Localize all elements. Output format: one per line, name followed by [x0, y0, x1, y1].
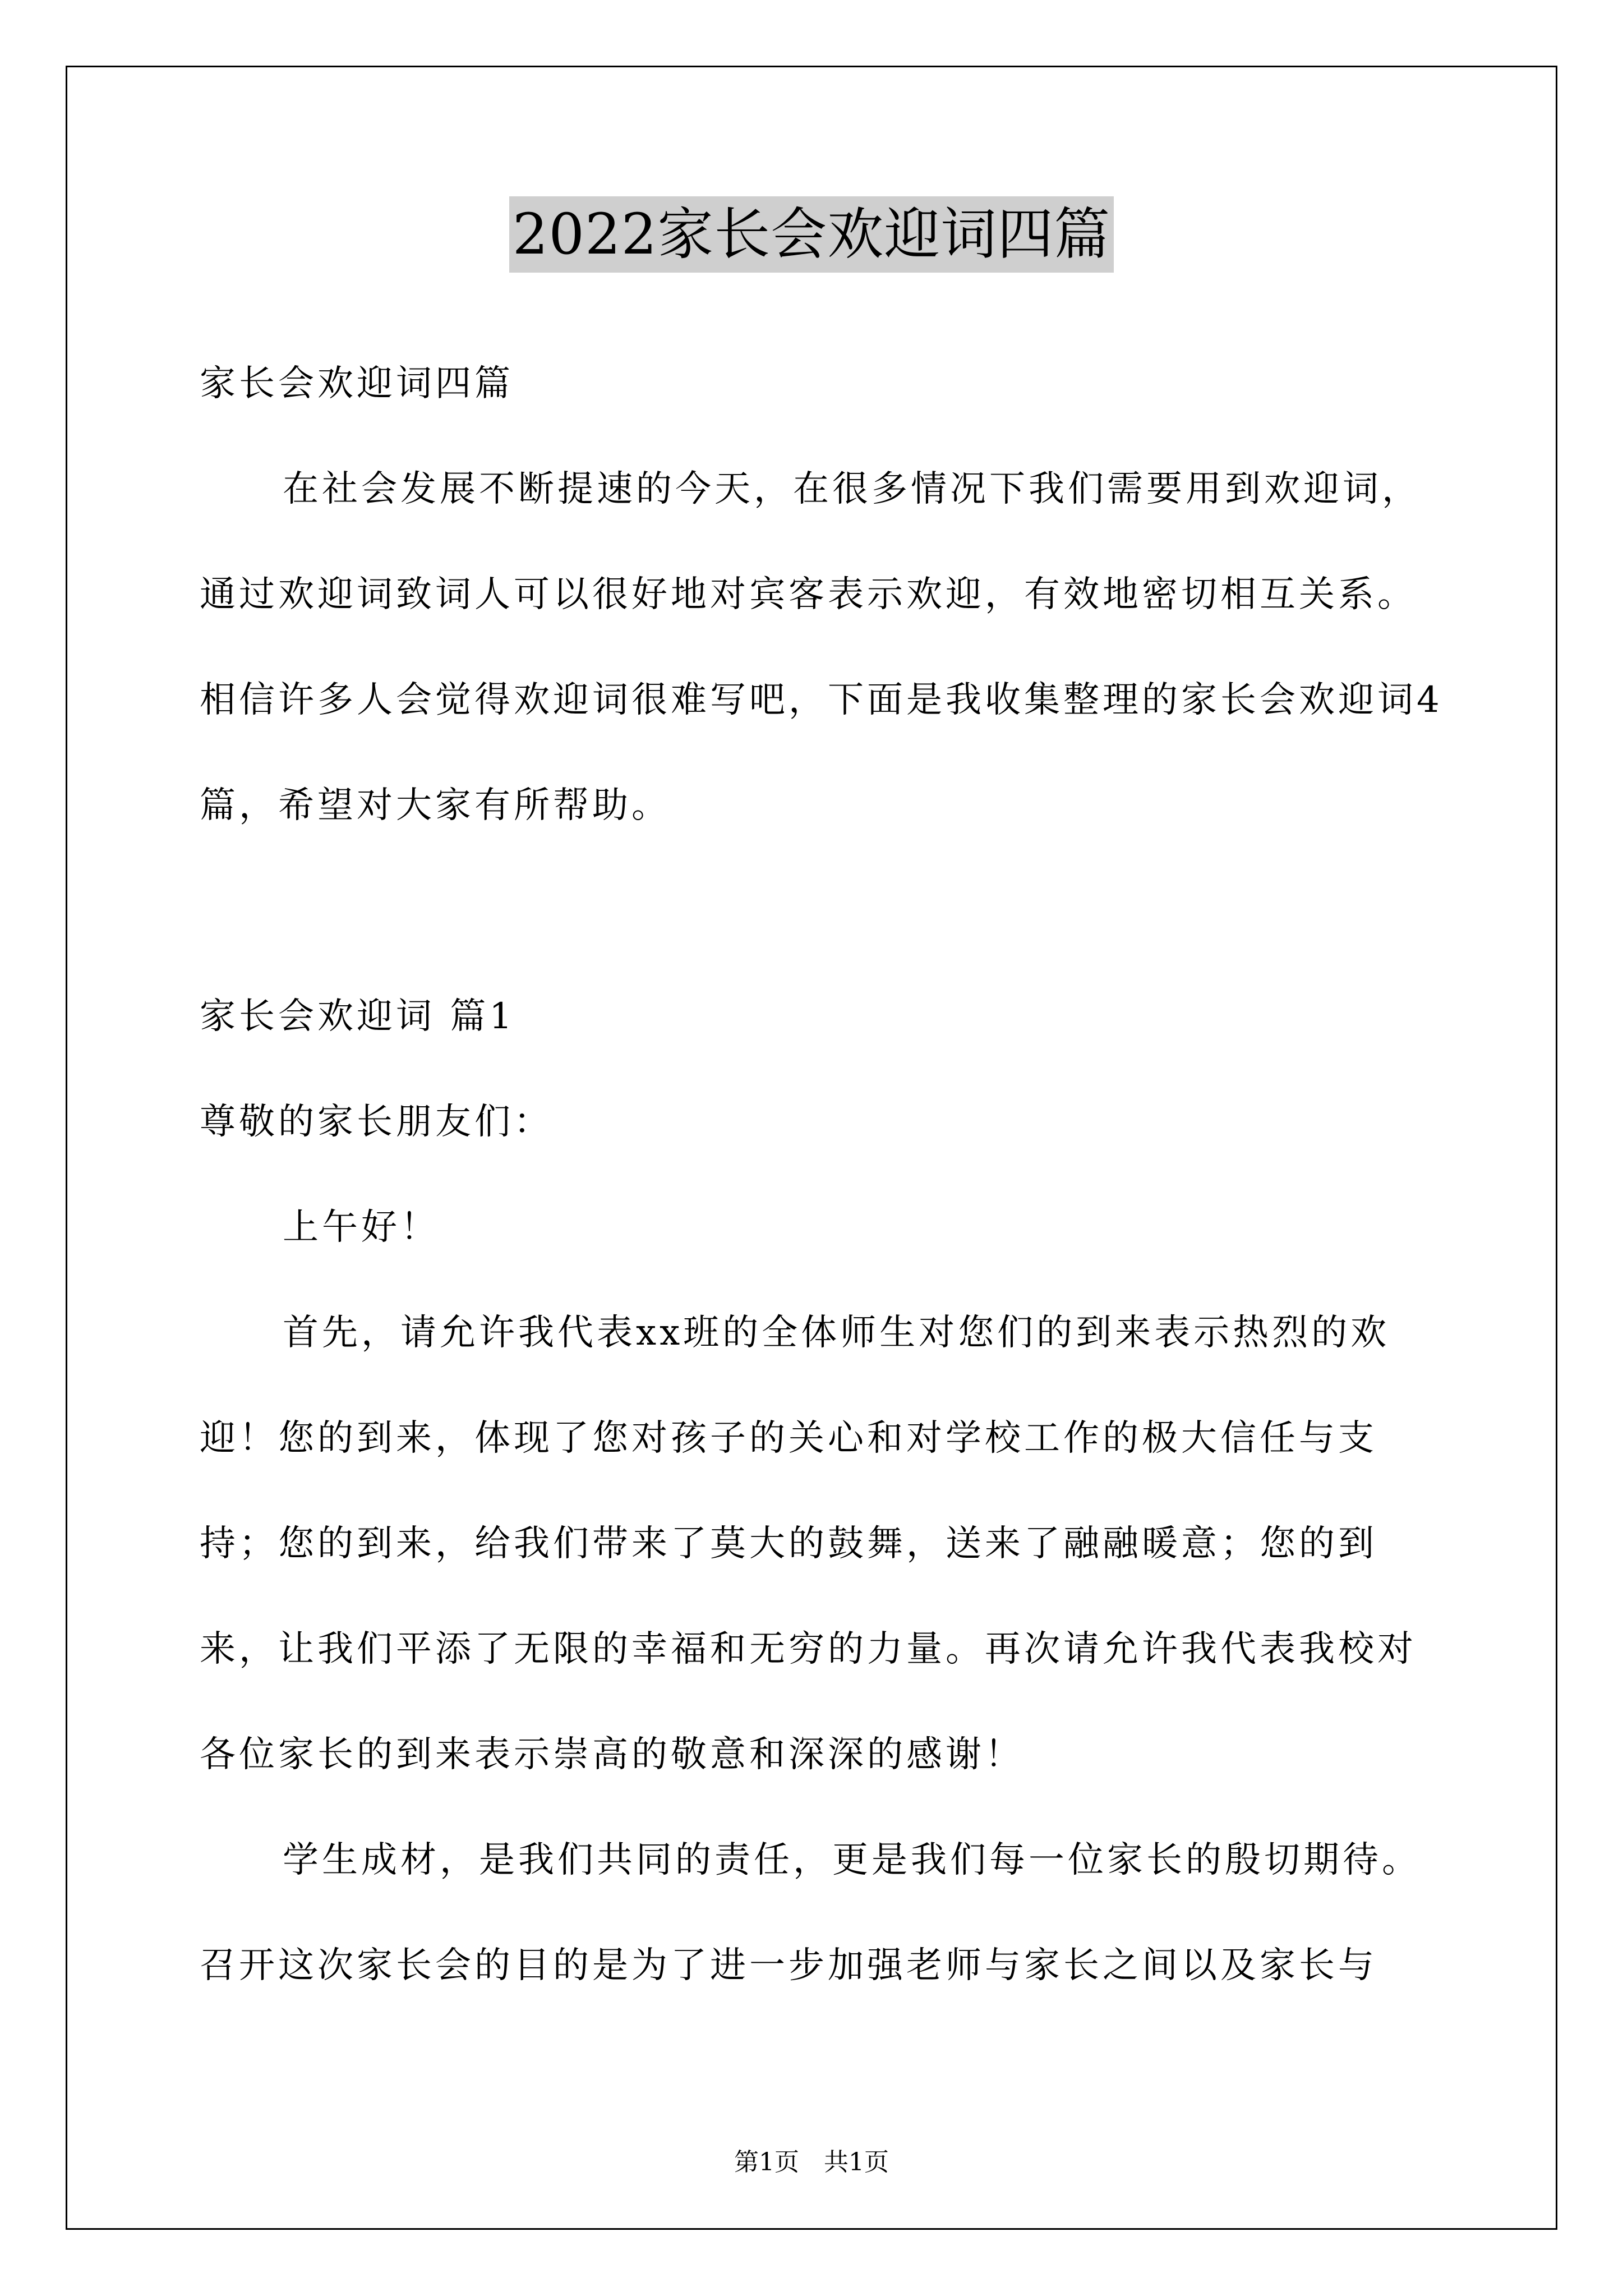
section-heading: 家长会欢迎词 篇1	[200, 996, 516, 1037]
document-title: 2022家长会欢迎词四篇	[509, 196, 1114, 273]
paragraph: 首先，请允许我代表xx班的全体师生对您们的到来表示热烈的欢迎！您的到来，体现了您对孩子的关心和对学校工作的极大信任与支持；您的到来，给我们带来了莫大的鼓舞，送来了融融暖意；您的到来，让我们平添了无限的幸福和无穷的力量。再次请允许我代表我校对各位家长的到来表示崇高的敬意和深深的感谢！	[200, 1312, 1417, 1775]
salutation: 尊敬的家长朋友们：	[200, 1101, 553, 1143]
greeting: 上午好！	[283, 1207, 440, 1248]
paragraph: 学生成材，是我们共同的责任，更是我们每一位家长的殷切期待。召开这次家长会的目的是为了进一步加强老师与家长之间以及家长与	[200, 1839, 1421, 1986]
paragraph: 家长会欢迎词四篇	[200, 363, 514, 404]
page-footer: 第1页 共1页	[734, 2148, 889, 2177]
document-body	[200, 331, 1450, 2018]
title-container	[0, 196, 1623, 273]
paragraph: 在社会发展不断提速的今天，在很多情况下我们需要用到欢迎词，通过欢迎词致词人可以很好地对宾客表示欢迎，有效地密切相互关系。相信许多人会觉得欢迎词很难写吧，下面是我收集整理的家长会欢迎词4篇，希望对大家有所帮助。	[200, 468, 1443, 826]
